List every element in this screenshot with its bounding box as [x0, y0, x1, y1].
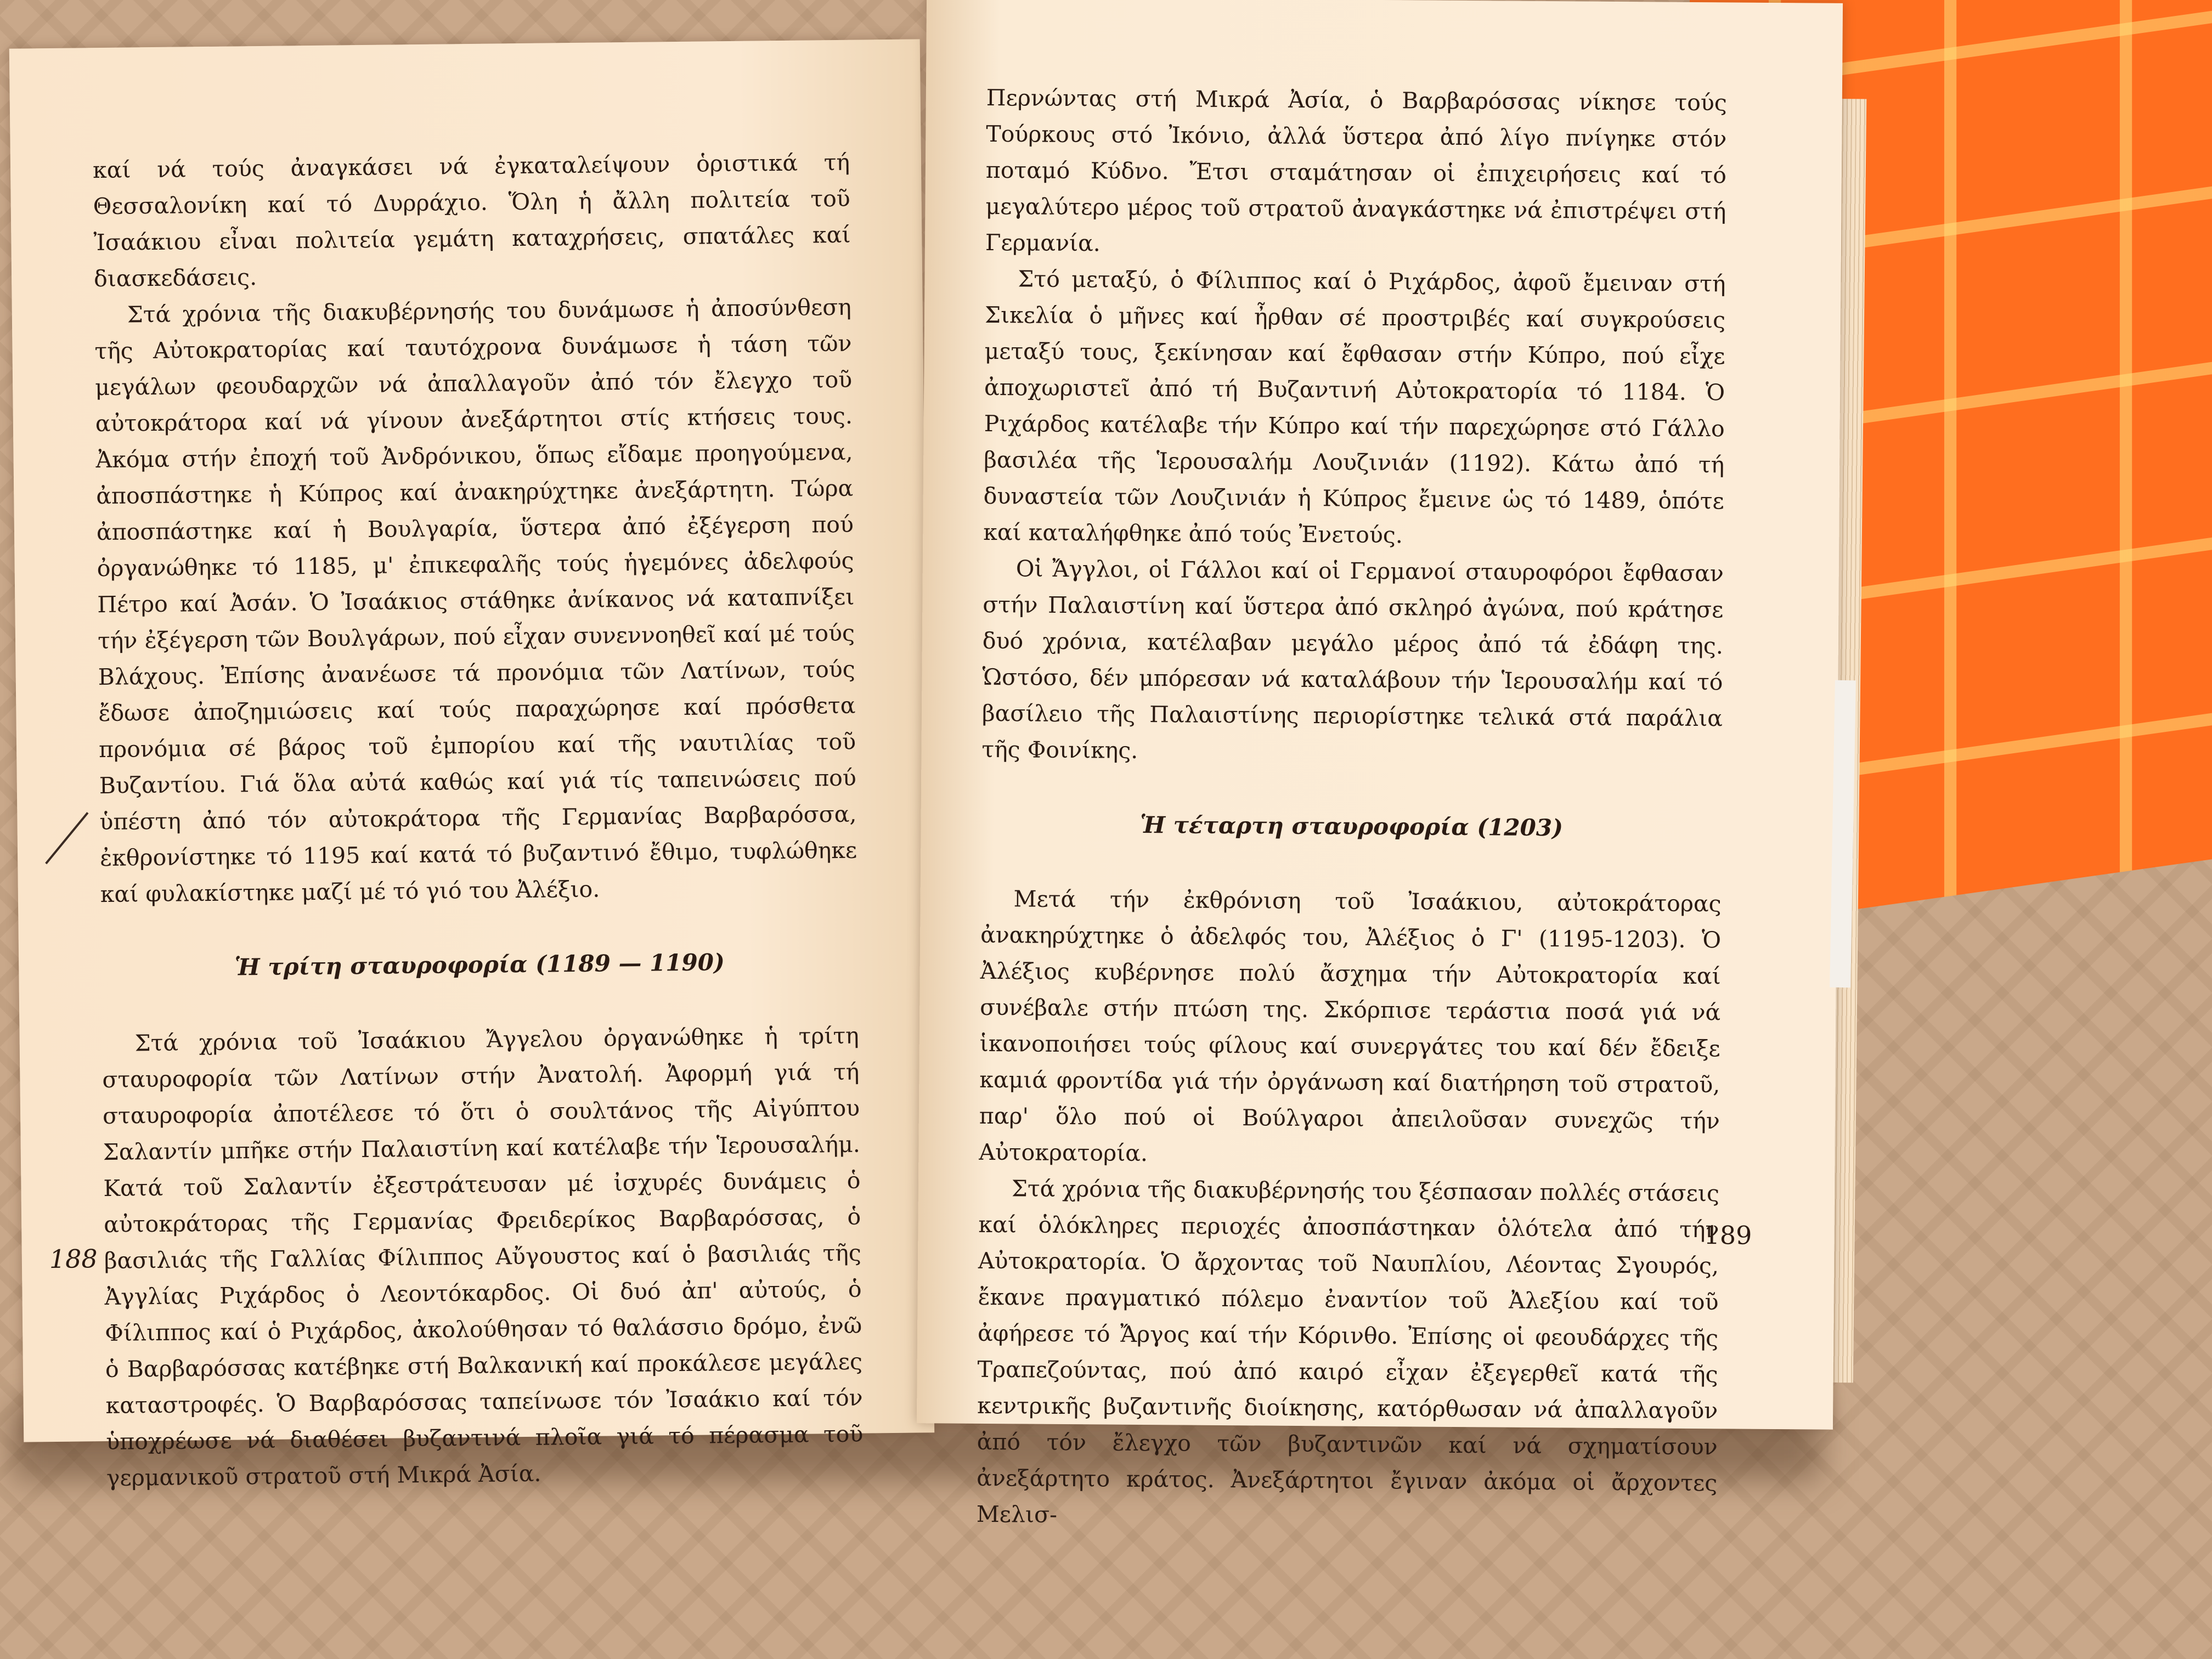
page-number: 188: [49, 1244, 98, 1274]
paragraph: Στά χρόνια τῆς διακυβέρνησής του δυνάμωσε ἡ ἀποσύνθεση τῆς Αὐτοκρατορίας καί ταυτόχρονα δυνάμωσε ἡ τάση τῶν μεγάλων φεουδαρχῶν νά ἀπαλλαγοῦν ἀπό τόν ἔλεγχο τοῦ αὐτοκράτορα καί νά γίνουν ἀνεξάρτητοι στίς κτήσεις τους. Ἀκόμα στήν ἐποχή τοῦ Ἀνδρόνικου, ὅπως εἴδαμε προηγούμενα, ἀποσπάστηκε ἡ Κύπρος καί ἀνακηρύχτηκε ἀνεξάρτητη. Τώρα ἀποσπάστηκε καί ἡ Βουλγαρία, ὕστερα ἀπό ἐξέγερση πού ὀργανώθηκε τό 1185, μ' ἐπικεφαλῆς τούς ἡγεμόνες ἀδελφούς Πέτρο καί Ἀσάν. Ὁ Ἰσαάκιος στάθηκε ἀνίκανος νά καταπνίξει τήν ἐξέγερση τῶν Βουλγάρων, πού εἶχαν συνεννοηθεῖ καί μέ τούς Βλάχους. Ἐπίσης ἀνανέωσε τά προνόμια τῶν Λατίνων, τούς ἔδωσε ἀποζημιώσεις καί τούς παραχώρησε καί πρόσθετα προνόμια σέ βάρος τοῦ ἐμπορίου καί τῆς ναυτιλίας τοῦ Βυζαντίου. Γιά ὅλα αὐτά καθώς καί γιά τίς ταπεινώσεις πού ὑπέστη ἀπό τόν αὐτοκράτορα τῆς Γερμανίας Βαρβαρόσσα, ἐκθρονίστηκε τό 1195 καί κατά τό βυζαντινό ἔθιμο, τυφλώθηκε καί φυλακίστηκε μαζί μέ τό γιό του Ἀλέξιο.: [94, 294, 857, 908]
paragraph: Στό μεταξύ, ὁ Φίλιππος καί ὁ Ριχάρδος, ἀφοῦ ἔμειναν στή Σικελία ὁ μῆνες καί ἦρθαν σέ προστριβές καί συγκρούσεις μεταξύ τους, ξεκίνησαν καί ἔφθασαν στήν Κύπρο, πού εἶχε ἀποχωριστεῖ ἀπό τή Βυζαντινή Αὐτοκρατορία τό 1184. Ὁ Ριχάρδος κατέλαβε τήν Κύπρο καί τήν παρεχώρησε στό Γάλλο βασιλέα τῆς Ἱερουσαλήμ Λουζινιάν (1192). Κάτω ἀπό τή δυναστεία τῶν Λουζινιάν ἡ Κύπρος ἔμεινε ὡς τό 1489, ὁπότε καί καταλήφθηκε ἀπό τούς Ἐνετούς.: [983, 266, 1726, 549]
right-page: [917, 0, 1843, 1528]
left-page: [9, 39, 935, 1492]
section-heading: Ἡ τέταρτη σταυροφορία (1203): [1139, 811, 1564, 842]
paragraph: καί νά τούς ἀναγκάσει νά ἐγκαταλείψουν ὁριστικά τή Θεσσαλονίκη καί τό Δυρράχιο. Ὅλη ἡ ἄλλη πολιτεία τοῦ Ἰσαάκιου εἶναι πολιτεία γεμάτη καταχρήσεις, σπατάλες καί διασκεδάσεις.: [92, 149, 851, 292]
pen-mark: [45, 812, 88, 864]
paragraph: Μετά τήν ἐκθρόνιση τοῦ Ἰσαάκιου, αὐτοκράτορας ἀνακηρύχτηκε ὁ ἀδελφός του, Ἀλέξιος ὁ Γ' (1195-1203). Ὁ Ἀλέξιος κυβέρνησε πολύ ἄσχημα τήν Αὐτοκρατορία καί συνέβαλε στήν πτώση της. Σκόρπισε τεράστια ποσά γιά νά ἱκανοποιήσει τούς φίλους καί συνεργάτες του καί δέν ἔδειξε καμιά φροντίδα γιά τήν ὀργάνωση καί διατήρηση τοῦ στρατοῦ, παρ' ὅλο πού οἱ Βούλγαροι ἀπειλοῦσαν συνεχῶς τήν Αὐτοκρατορία.: [979, 885, 1722, 1167]
page-number: 189: [1703, 1220, 1752, 1250]
left-page-text: [93, 144, 864, 1496]
paragraph: Οἱ Ἄγγλοι, οἱ Γάλλοι καί οἱ Γερμανοί σταυροφόροι ἔφθασαν στήν Παλαιστίνη καί ὕστερα ἀπό σκληρό ἀγώνα, πού κράτησε δυό χρόνια, κατέλαβαν μεγάλο μέρος ἀπό τά ἐδάφη της. Ὡστόσο, δέν μπόρεσαν νά καταλάβουν τήν Ἱερουσαλήμ καί τό βασίλειο τῆς Παλαιστίνης περιορίστηκε τελικά στά παράλια τῆς Φοινίκης.: [981, 555, 1724, 764]
paragraph: Περνώντας στή Μικρά Ἀσία, ὁ Βαρβαρόσσας νίκησε τούς Τούρκους στό Ἰκόνιο, ἀλλά ὕστερα ἀπό λίγο πνίγηκε στόν ποταμό Κύδνο. Ἔτσι σταμάτησαν οἱ ἐπιχειρήσεις καί τό μεγαλύτερο μέρος τοῦ στρατοῦ ἀναγκάστηκε νά ἐπιστρέψει στή Γερμανία.: [985, 84, 1727, 257]
paragraph: Στά χρόνια τῆς διακυβέρνησής του ξέσπασαν πολλές στάσεις καί ὁλόκληρες περιοχές ἀποσπάστηκαν ὁλότελα ἀπό τήν Αὐτοκρατορία. Ὁ ἄρχοντας τοῦ Ναυπλίου, Λέοντας Σγουρός, ἔκανε πραγματικό πόλεμο ἐναντίον τοῦ Ἀλεξίου καί τοῦ ἀφήρεσε τό Ἄργος καί τήν Κόρινθο. Ἐπίσης οἱ φεουδάρχες τῆς Τραπεζούντας, πού ἀπό καιρό εἶχαν ἐξεγερθεῖ κατά τῆς κεντρικῆς βυζαντινῆς διοίκησης, κατόρθωσαν νά ἀπαλλαγοῦν ἀπό τόν ἔλεγχο τῶν βυζαντινῶν καί νά σχηματίσουν ἀνεξάρτητο κράτος. Ἀνεξάρτητοι ἔγιναν ἀκόμα οἱ ἄρχοντες Μελισ-: [976, 1175, 1720, 1528]
right-page-text: [977, 80, 1727, 1537]
paragraph: Στά χρόνια τοῦ Ἰσαάκιου Ἄγγελου ὀργανώθηκε ἡ τρίτη σταυροφορία τῶν Λατίνων στήν Ἀνατολή. Ἀφορμή γιά τή σταυροφορία ἀποτέλεσε τό ὅτι ὁ σουλτάνος τῆς Αἰγύπτου Σαλαντίν μπῆκε στήν Παλαιστίνη καί κατέλαβε τήν Ἱερουσαλήμ. Κατά τοῦ Σαλαντίν ἐξεστράτευσαν μέ ἰσχυρές δυνάμεις ὁ αὐτοκράτορας τῆς Γερμανίας Φρειδερίκος Βαρβαρόσσας, ὁ βασιλιάς τῆς Γαλλίας Φίλιππος Αὔγουστος καί ὁ βασιλιάς τῆς Ἀγγλίας Ριχάρδος ὁ Λεοντόκαρδος. Οἱ δυό ἀπ' αὐτούς, ὁ Φίλιππος καί ὁ Ριχάρδος, ἀκολούθησαν τό θαλάσσιο δρόμο, ἐνῶ ὁ Βαρβαρόσσας κατέβηκε στή Βαλκανική καί προκάλεσε μεγάλες καταστροφές. Ὁ Βαρβαρόσσας ταπείνωσε τόν Ἰσαάκιο καί τόν ὑποχρέωσε νά διαθέσει βυζαντινά πλοῖα γιά τό πέρασμα τοῦ γερμανικοῦ στρατοῦ στή Μικρά Ἀσία.: [102, 1022, 864, 1492]
section-heading: Ἡ τρίτη σταυροφορία (1189 — 1190): [234, 949, 725, 981]
